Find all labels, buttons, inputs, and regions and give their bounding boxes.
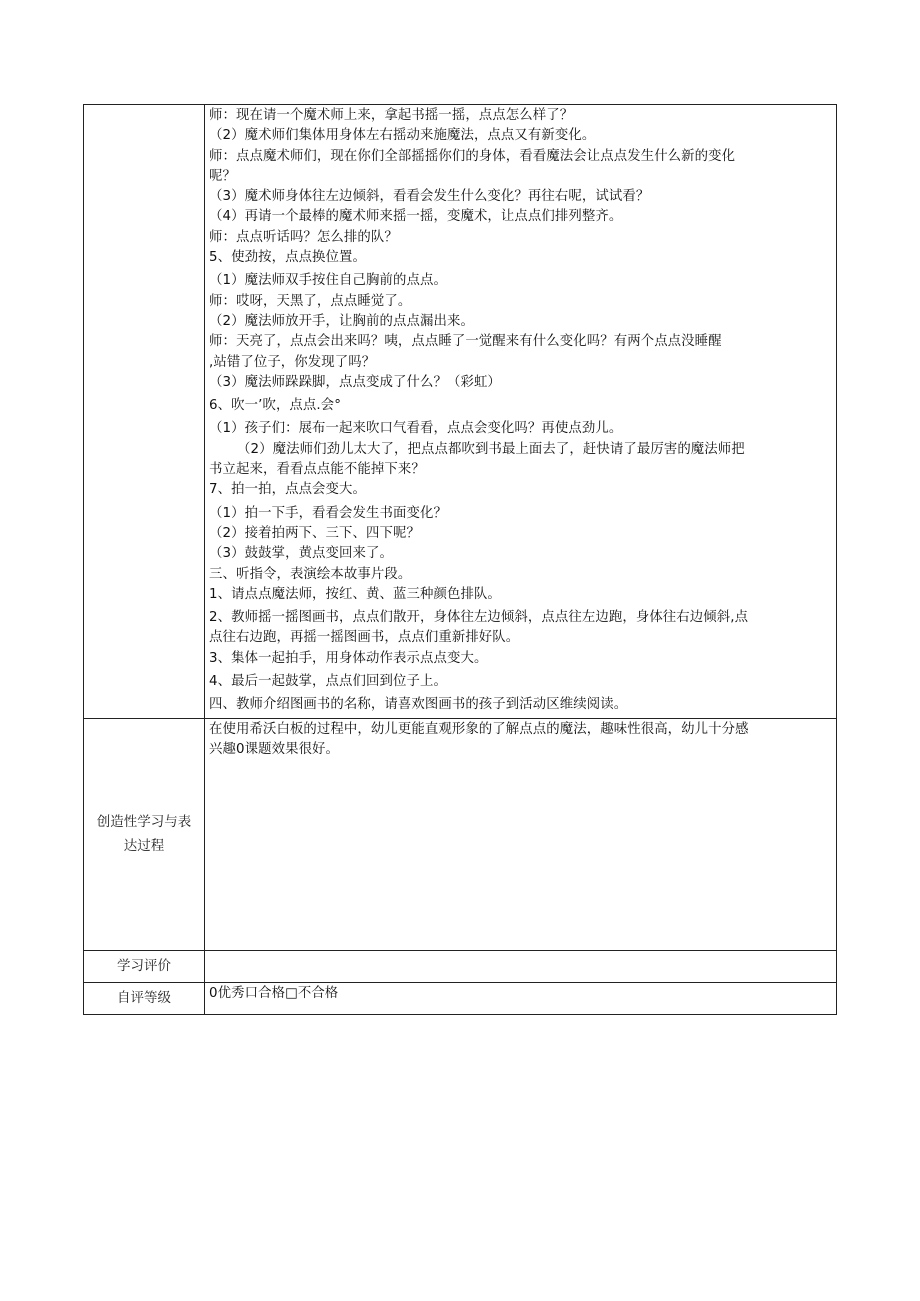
teaching-line: （4）再请一个最棒的魔术师来摇一摇，变魔术，让点点们排列整齐。 <box>209 209 623 225</box>
teaching-line: 3、集体一起拍手，用身体动作表示点点变大。 <box>209 650 488 666</box>
teaching-line: （2）魔法师放开手，让胸前的点点漏出来。 <box>209 313 474 329</box>
self-grade-value <box>205 982 837 1014</box>
creative-process-label-line: 达过程 <box>123 838 165 855</box>
teaching-line: （3）鼓鼓掌，黄点变回来了。 <box>209 546 393 562</box>
process-line: 在使用希沃白板的过程中，幼儿更能直观形象的了解点点的魔法，趣味性很高，幼儿十分感 <box>209 721 749 737</box>
creative-process-content <box>205 718 837 950</box>
teaching-line: 6、吹一’吹，点点.会° <box>209 398 342 414</box>
teaching-line: 师：点点魔术师们，现在你们全部摇摇你们的身体，看看魔法会让点点发生什么新的变化 <box>209 148 736 164</box>
teaching-line: ,站错了位子，你发现了吗？ <box>209 354 376 370</box>
evaluation-value <box>205 950 837 982</box>
teaching-line: （2）魔术师们集体用身体左右摇动来施魔法，点点又有新变化。 <box>209 128 596 144</box>
process-line: 兴趣0课题效果很好。 <box>209 741 340 757</box>
evaluation-row <box>84 950 837 982</box>
teaching-line: 师：点点听话吗？怎么排的队？ <box>209 229 398 245</box>
teaching-line: 7、拍一拍，点点会变大。 <box>209 482 367 498</box>
teaching-line: （2）魔法师们劲儿太大了，把点点都吹到书最上面去了，赶快请了最厉害的魔法师把 <box>237 441 745 457</box>
teaching-line: （3）魔法师跺跺脚，点点变成了什么？（彩虹） <box>209 374 501 390</box>
creative-process-row <box>84 718 837 950</box>
teaching-line: 师：现在请一个魔术师上来，拿起书摇一摇，点点怎么样了？ <box>209 108 574 123</box>
teaching-process-label-cell <box>84 105 205 719</box>
teaching-line: 书立起来，看看点点能不能掉下来？ <box>209 462 425 478</box>
teaching-process-row <box>84 105 837 719</box>
teaching-line: 三、听指令，表演绘本故事片段。 <box>209 566 412 582</box>
creative-process-label-line: 创造性学习与表 <box>96 814 192 831</box>
teaching-line: 师：天亮了，点点会出来吗？咦，点点睡了一觉醒来有什么变化吗？有两个点点没睡醒 <box>209 334 722 350</box>
teaching-line: （1）魔法师双手按住自己胸前的点点。 <box>209 273 447 289</box>
teaching-line: 师：哎呀，天黑了，点点睡觉了。 <box>209 293 412 309</box>
teaching-line: （1）孩子们：展布一起来吹口气看看，点点会变化吗？再使点劲儿。 <box>209 421 623 437</box>
lesson-table <box>83 104 837 1015</box>
teaching-line: 1、请点点魔法师，按红、黄、蓝三种颜色排队。 <box>209 586 501 602</box>
teaching-line: 4、最后一起鼓掌，点点们回到位子上。 <box>209 674 447 690</box>
teaching-line: （3）魔术师身体往左边倾斜，看看会发生什么变化？再往右呢，试试看？ <box>209 189 650 205</box>
evaluation-label: 学习评价 <box>84 950 205 982</box>
self-grade-options: 0优秀口合格□不合格 <box>209 985 339 1001</box>
teaching-line: （2）接着拍两下、三下、四下呢？ <box>209 525 420 541</box>
self-grade-label: 自评等级 <box>84 982 205 1014</box>
teaching-line: 呢？ <box>209 168 236 184</box>
teaching-line: （1）拍一下手，看看会发生书面变化？ <box>209 505 447 521</box>
creative-process-label <box>84 718 205 950</box>
self-grade-row <box>84 982 837 1014</box>
teaching-line: 点往右边跑，再摇一摇图画书，点点们重新排好队。 <box>209 630 520 646</box>
teaching-line: 5、使劲按，点点换位置。 <box>209 250 367 266</box>
teaching-process-content <box>205 105 837 719</box>
teaching-line: 2、教师摇一摇图画书，点点们散开，身体往左边倾斜，点点往左边跑，身体往右边倾斜,点 <box>209 610 749 626</box>
teaching-line: 四、教师介绍图画书的名称，请喜欢图画书的孩子到活动区维续阅读。 <box>209 697 628 713</box>
